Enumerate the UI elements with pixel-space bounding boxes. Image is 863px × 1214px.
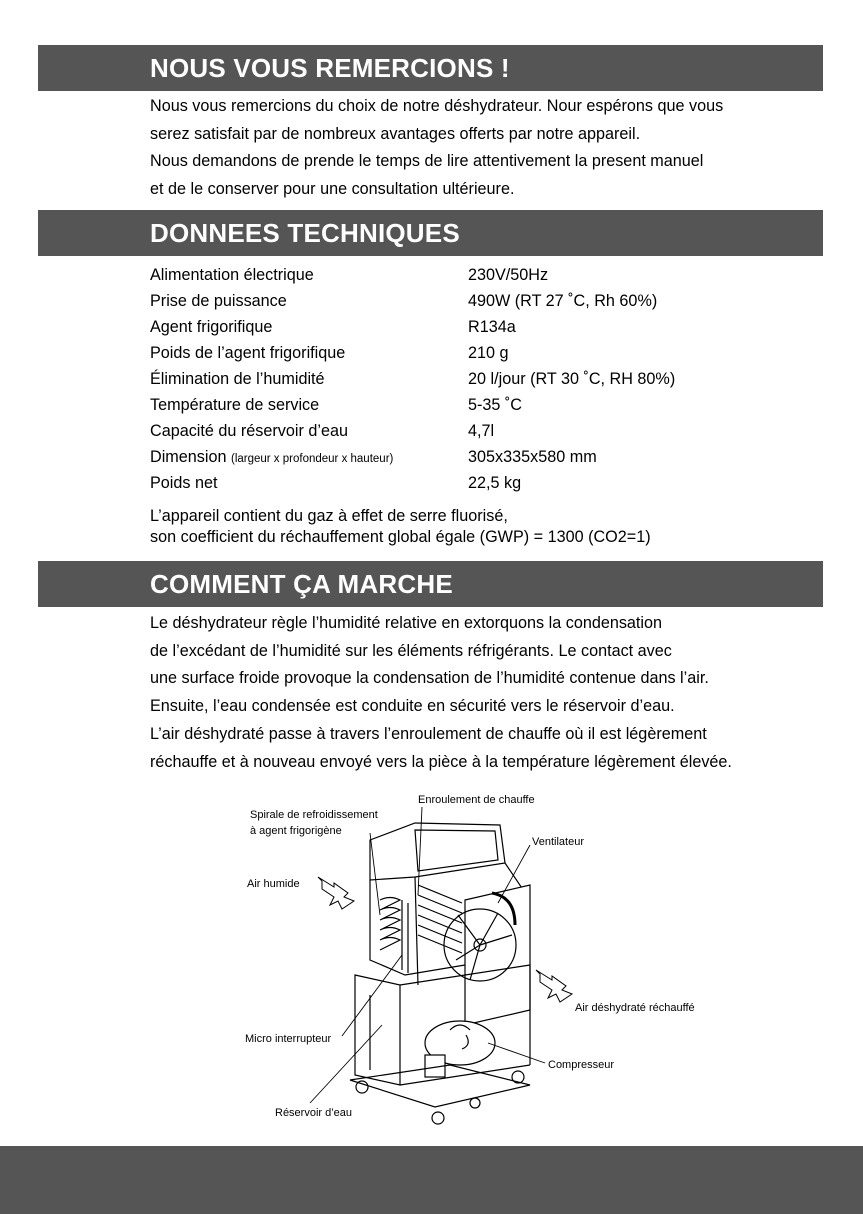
dehumidifier-diagram xyxy=(230,785,730,1135)
spec-row xyxy=(150,366,750,392)
how-line: réchauffe et à nouveau envoyé vers la pièce à la température légèrement élevée. xyxy=(150,752,732,771)
section-header-how xyxy=(38,561,823,607)
spec-label: Température de service xyxy=(150,396,320,414)
spec-row xyxy=(150,340,750,366)
label-fan: Ventilateur xyxy=(532,836,584,848)
thanks-paragraph xyxy=(150,93,840,204)
how-line: une surface froide provoque la condensation de l’humidité contenue dans l’air. xyxy=(150,669,709,688)
spec-label-text: Dimension xyxy=(150,448,227,466)
spec-row xyxy=(150,314,750,340)
label-heating-coil: Enroulement de chauffe xyxy=(418,794,535,806)
section-title-specs: DONNEES TECHNIQUES xyxy=(150,218,460,248)
spec-label-hint: (largeur x profondeur x hauteur) xyxy=(230,453,394,465)
humid-air-arrow xyxy=(318,877,354,909)
section-title-thanks: NOUS VOUS REMERCIONS ! xyxy=(150,53,510,83)
spec-value: 20 l/jour (RT 30 ˚C, RH 80%) xyxy=(468,370,676,388)
spec-row xyxy=(150,444,750,470)
label-cooling-spiral: Spirale de refroidissement xyxy=(250,809,378,821)
spec-value: 210 g xyxy=(468,344,509,362)
spec-row xyxy=(150,262,750,288)
how-paragraph xyxy=(150,610,840,776)
how-line: Ensuite, l’eau condensée est conduite en sécurité vers le réservoir d’eau. xyxy=(150,697,675,716)
spec-value: 230V/50Hz xyxy=(468,266,549,284)
spec-label: Élimination de l’humidité xyxy=(150,370,325,388)
gas-note xyxy=(150,506,651,548)
spec-table xyxy=(150,262,750,496)
spec-value: 490W (RT 27 ˚C, Rh 60%) xyxy=(468,292,658,310)
how-line: de l’excédant de l’humidité sur les éléments réfrigérants. Le contact avec xyxy=(150,641,672,660)
thanks-line: Nous demandons de prende le temps de lire attentivement la present manuel xyxy=(150,152,704,171)
spec-label: Poids net xyxy=(150,474,218,492)
spec-value: 5-35 ˚C xyxy=(468,396,522,414)
how-line: L’air déshydraté passe à travers l’enroulement de chauffe où il est légèrement xyxy=(150,724,707,743)
label-micro-switch: Micro interrupteur xyxy=(245,1033,332,1045)
gas-note-line: son coefficient du réchauffement global égale (GWP) = 1300 (CO2=1) xyxy=(150,528,651,546)
label-dry-air: Air déshydraté réchauffé xyxy=(575,1002,695,1014)
spec-row xyxy=(150,418,750,444)
spec-label: Prise de puissance xyxy=(150,292,287,310)
section-header-thanks xyxy=(38,45,823,91)
spec-value: 305x335x580 mm xyxy=(468,448,597,466)
how-line: Le déshydrateur règle l’humidité relative en extorquons la condensation xyxy=(150,614,663,632)
spec-value: 22,5 kg xyxy=(468,474,522,492)
thanks-line: et de le conserver pour une consultation ultérieure. xyxy=(150,180,515,199)
spec-label xyxy=(150,444,393,472)
spec-row xyxy=(150,470,750,496)
thanks-line: serez satisfait par de nombreux avantages offerts par notre appareil. xyxy=(150,124,641,143)
label-compressor: Compresseur xyxy=(548,1059,615,1071)
spec-label: Agent frigorifique xyxy=(150,318,273,336)
gas-note-line: L’appareil contient du gaz à effet de serre fluorisé, xyxy=(150,507,508,525)
label-water-tank: Réservoir d’eau xyxy=(275,1107,353,1119)
spec-label: Alimentation électrique xyxy=(150,266,314,284)
dry-air-arrow xyxy=(536,970,572,1002)
label-humid-air: Air humide xyxy=(247,878,300,890)
page-footer-bar xyxy=(0,1146,863,1214)
label-cooling-spiral-line2: à agent frigorigène xyxy=(250,825,342,837)
appliance-drawing xyxy=(350,823,530,1124)
spec-row xyxy=(150,392,750,418)
spec-label: Poids de l’agent frigorifique xyxy=(150,344,346,362)
spec-row xyxy=(150,288,750,314)
spec-value: R134a xyxy=(468,318,516,336)
section-title-how: COMMENT ÇA MARCHE xyxy=(150,569,453,599)
spec-value: 4,7l xyxy=(468,422,495,440)
thanks-line: Nous vous remercions du choix de notre déshydrateur. Nour espérons que vous xyxy=(150,97,724,115)
spec-label: Capacité du réservoir d’eau xyxy=(150,422,348,440)
section-header-specs xyxy=(38,210,823,256)
